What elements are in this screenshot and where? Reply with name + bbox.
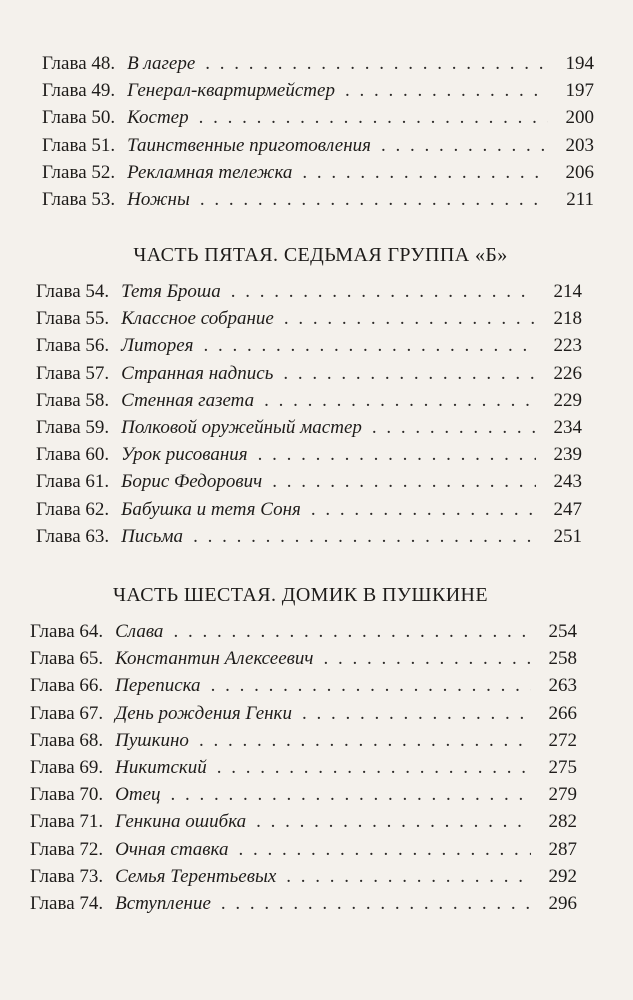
dot-leader — [286, 863, 531, 890]
dot-leader — [323, 645, 531, 672]
chapter-label: Глава 72. — [30, 838, 104, 860]
chapter-title: Таинственные приготовления — [127, 134, 371, 156]
chapter-page-number: 279 — [548, 784, 577, 806]
chapter-title: Тетя Броша — [121, 281, 221, 302]
chapter-page-number: 239 — [553, 444, 582, 466]
dot-leader — [238, 836, 531, 863]
toc-entry-chapter-56[interactable] — [36, 332, 582, 359]
chapter-title: Генкина ошибка — [115, 811, 247, 833]
chapter-label: Глава 70. — [30, 784, 104, 806]
toc-entry-chapter-60[interactable] — [36, 441, 582, 468]
chapter-title: Борис Федорович — [121, 471, 263, 493]
chapter-title: Литорея — [121, 335, 194, 357]
chapter-title: Семья Терентьевых — [115, 865, 277, 887]
chapter-page-number: 296 — [548, 892, 577, 914]
chapter-page-number: 197 — [565, 80, 594, 102]
chapter-page-number: 287 — [548, 838, 577, 860]
chapter-list — [0, 50, 633, 213]
toc-section-part-four-continued — [0, 50, 633, 213]
toc-entry-chapter-50[interactable] — [42, 104, 594, 131]
toc-entry-chapter-65[interactable] — [30, 645, 577, 672]
chapter-label: Глава 62. — [36, 498, 110, 520]
chapter-page-number: 214 — [553, 281, 582, 302]
toc-entry-chapter-54[interactable] — [36, 278, 582, 305]
toc-entry-chapter-70[interactable] — [30, 781, 577, 808]
chapter-title: Генерал-квартирмейстер — [127, 80, 335, 102]
toc-entry-chapter-74[interactable] — [30, 890, 577, 917]
part-heading: ЧАСТЬ ШЕСТАЯ. ДОМИК В ПУШКИНЕ — [112, 584, 489, 606]
chapter-page-number: 226 — [553, 362, 582, 384]
toc-entry-chapter-58[interactable] — [36, 387, 582, 414]
toc-entry-chapter-51[interactable] — [42, 132, 594, 159]
toc-entry-chapter-55[interactable] — [36, 305, 582, 332]
dot-leader — [284, 305, 536, 332]
dot-leader — [302, 700, 531, 727]
chapter-title: Слава — [115, 621, 164, 642]
chapter-page-number: 203 — [565, 134, 594, 156]
toc-entry-chapter-69[interactable] — [30, 754, 577, 781]
chapter-label: Глава 55. — [36, 308, 110, 330]
chapter-label: Глава 59. — [36, 416, 110, 438]
chapter-label: Глава 66. — [30, 675, 104, 697]
chapter-title: Отец — [115, 784, 161, 806]
dot-leader — [217, 754, 531, 781]
toc-entry-chapter-63[interactable] — [36, 523, 582, 550]
chapter-title: Странная надпись — [121, 362, 274, 384]
chapter-title: Ножны — [127, 188, 190, 210]
dot-leader — [381, 132, 548, 159]
chapter-page-number: 251 — [553, 525, 582, 547]
chapter-label: Глава 57. — [36, 362, 110, 384]
chapter-title: Полковой оружейный мастер — [121, 416, 362, 438]
toc-section-part-five — [0, 232, 633, 550]
chapter-label: Глава 64. — [30, 621, 104, 642]
chapter-page-number: 292 — [548, 865, 577, 887]
chapter-label: Глава 51. — [42, 134, 116, 156]
chapter-page-number: 223 — [553, 335, 582, 357]
dot-leader — [173, 618, 531, 645]
toc-entry-chapter-62[interactable] — [36, 496, 582, 523]
chapter-title: Классное собрание — [121, 308, 274, 330]
chapter-list — [0, 618, 633, 917]
dot-leader — [372, 414, 536, 441]
part-heading: ЧАСТЬ ПЯТАЯ. СЕДЬМАЯ ГРУППА «Б» — [133, 244, 508, 266]
toc-entry-chapter-53[interactable] — [42, 186, 594, 213]
dot-leader — [200, 186, 548, 213]
dot-leader — [193, 523, 536, 550]
dot-leader — [311, 496, 536, 523]
chapter-page-number: 282 — [548, 811, 577, 833]
chapter-page-number: 234 — [553, 416, 582, 438]
chapter-title: Урок рисования — [121, 444, 248, 466]
dot-leader — [345, 77, 548, 104]
chapter-title: Переписка — [115, 675, 201, 697]
toc-entry-chapter-59[interactable] — [36, 414, 582, 441]
chapter-list — [0, 278, 633, 550]
chapter-title: Бабушка и тетя Соня — [121, 498, 301, 520]
chapter-title: Пушкино — [115, 729, 189, 751]
chapter-page-number: 272 — [548, 729, 577, 751]
chapter-page-number: 218 — [553, 308, 582, 330]
chapter-title: В лагере — [127, 53, 196, 74]
dot-leader — [258, 441, 536, 468]
toc-entry-chapter-52[interactable] — [42, 159, 594, 186]
dot-leader — [272, 468, 536, 495]
dot-leader — [231, 278, 536, 305]
chapter-title: Стенная газета — [121, 389, 255, 411]
chapter-label: Глава 61. — [36, 471, 110, 493]
chapter-page-number: 206 — [565, 161, 594, 183]
toc-section-part-six — [0, 572, 633, 917]
chapter-label: Глава 52. — [42, 161, 116, 183]
dot-leader — [283, 360, 536, 387]
toc-entry-chapter-72[interactable] — [30, 836, 577, 863]
chapter-label: Глава 49. — [42, 80, 116, 102]
chapter-title: Костер — [127, 107, 189, 129]
toc-entry-chapter-67[interactable] — [30, 700, 577, 727]
chapter-label: Глава 71. — [30, 811, 104, 833]
chapter-label: Глава 63. — [36, 525, 110, 547]
chapter-label: Глава 69. — [30, 756, 104, 778]
chapter-label: Глава 50. — [42, 107, 116, 129]
chapter-page-number: 229 — [553, 389, 582, 411]
chapter-title: Вступление — [115, 892, 211, 914]
dot-leader — [264, 387, 536, 414]
chapter-page-number: 266 — [548, 702, 577, 724]
toc-entry-chapter-71[interactable] — [30, 808, 577, 835]
chapter-page-number: 258 — [548, 648, 577, 670]
chapter-page-number: 275 — [548, 756, 577, 778]
chapter-title: Константин Алексеевич — [115, 648, 314, 670]
chapter-page-number: 263 — [548, 675, 577, 697]
dot-leader — [211, 672, 531, 699]
chapter-label: Глава 54. — [36, 281, 110, 302]
chapter-title: День рождения Генки — [115, 702, 292, 724]
chapter-title: Никитский — [115, 756, 207, 778]
toc-entry-chapter-68[interactable] — [30, 727, 577, 754]
chapter-label: Глава 65. — [30, 648, 104, 670]
toc-entry-chapter-61[interactable] — [36, 468, 582, 495]
dot-leader — [171, 781, 531, 808]
chapter-label: Глава 58. — [36, 389, 110, 411]
dot-leader — [199, 104, 548, 131]
toc-entry-chapter-48[interactable] — [42, 50, 594, 77]
chapter-page-number: 243 — [553, 471, 582, 493]
chapter-title: Письма — [121, 525, 184, 547]
chapter-page-number: 194 — [565, 53, 594, 74]
dot-leader — [199, 727, 531, 754]
chapter-label: Глава 73. — [30, 865, 104, 887]
chapter-label: Глава 74. — [30, 892, 104, 914]
dot-leader — [302, 159, 548, 186]
chapter-title: Очная ставка — [115, 838, 229, 860]
toc-entry-chapter-66[interactable] — [30, 672, 577, 699]
chapter-label: Глава 53. — [42, 188, 116, 210]
chapter-label: Глава 48. — [42, 53, 116, 74]
dot-leader — [203, 332, 536, 359]
chapter-label: Глава 56. — [36, 335, 110, 357]
toc-entry-chapter-49[interactable] — [42, 77, 594, 104]
chapter-page-number: 211 — [566, 188, 594, 210]
chapter-label: Глава 67. — [30, 702, 104, 724]
dot-leader — [205, 50, 548, 77]
chapter-page-number: 254 — [548, 621, 577, 642]
toc-entry-chapter-64[interactable] — [30, 618, 577, 645]
chapter-label: Глава 60. — [36, 444, 110, 466]
chapter-page-number: 200 — [565, 107, 594, 129]
chapter-title: Рекламная тележка — [127, 161, 293, 183]
toc-entry-chapter-73[interactable] — [30, 863, 577, 890]
chapter-page-number: 247 — [553, 498, 582, 520]
dot-leader — [221, 890, 531, 917]
dot-leader — [256, 808, 531, 835]
toc-entry-chapter-57[interactable] — [36, 360, 582, 387]
chapter-label: Глава 68. — [30, 729, 104, 751]
